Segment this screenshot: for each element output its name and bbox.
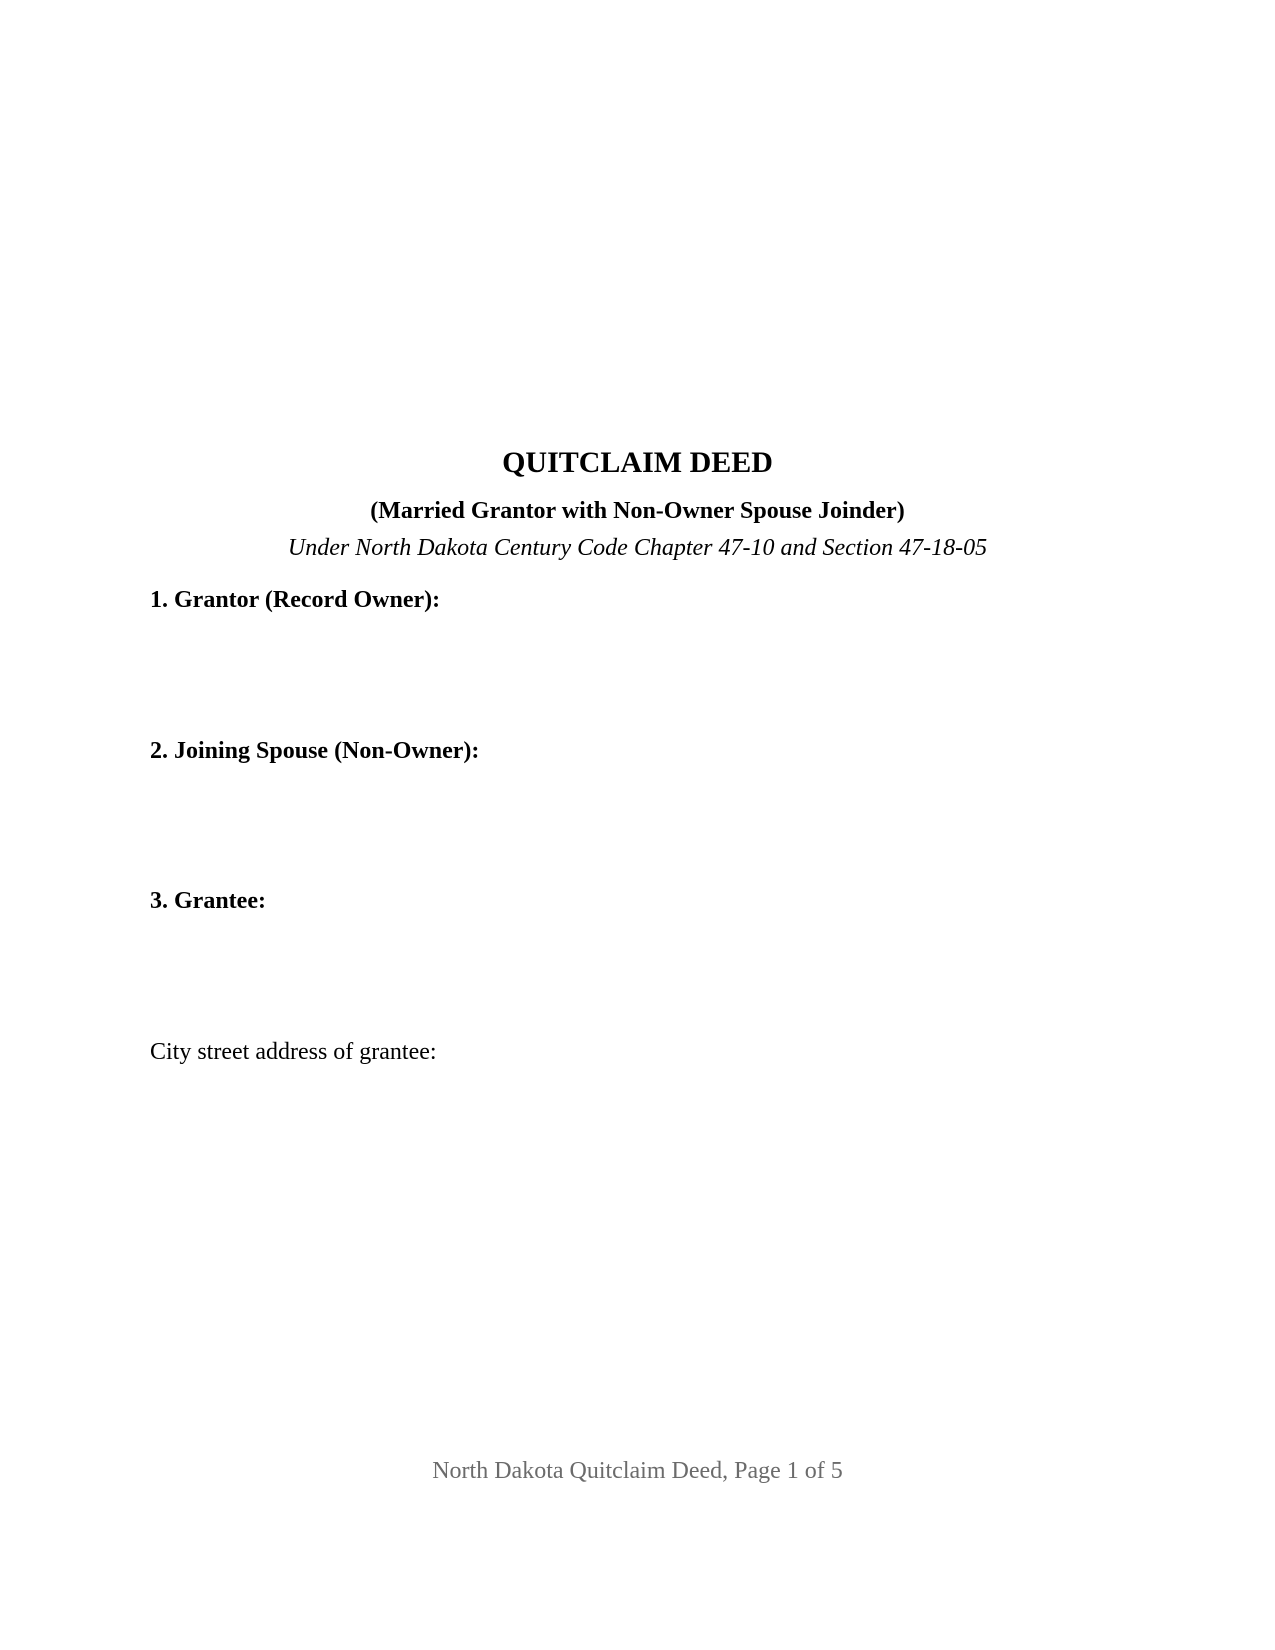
grantee-heading: 3. Grantee: [150, 888, 266, 914]
document-title: QUITCLAIM DEED [502, 446, 773, 479]
grantee-address-label: City street address of grantee: [150, 1039, 437, 1065]
grantor-heading: 1. Grantor (Record Owner): [150, 587, 441, 613]
joining-spouse-heading: 2. Joining Spouse (Non-Owner): [150, 738, 480, 764]
page-footer: North Dakota Quitclaim Deed, Page 1 of 5 [432, 1458, 843, 1484]
document-subtitle: (Married Grantor with Non-Owner Spouse Joinder) [370, 498, 905, 524]
statute-reference: Under North Dakota Century Code Chapter 47-10 and Section 47-18-05 [287, 535, 988, 561]
